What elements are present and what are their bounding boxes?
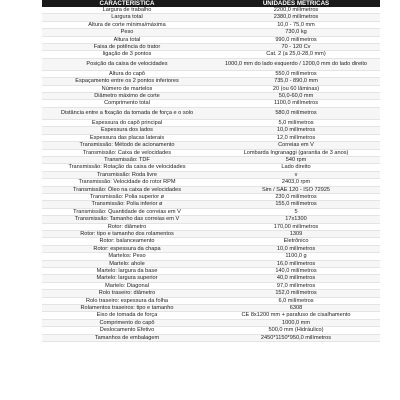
row-characteristic: Comprimento total — [104, 100, 150, 107]
row-value: 152,0 milímetros — [275, 290, 317, 297]
table-row — [42, 71, 380, 78]
row-value: 2450*1150*950,0 milímetros — [260, 334, 332, 341]
row-characteristic: Transmissão: Óleo na caixa de velocidades — [73, 186, 181, 193]
row-characteristic: Transmissão: Caixa de velocidades — [82, 149, 172, 156]
row-characteristic: Rotor: diâmetro — [107, 223, 147, 230]
row-characteristic: ligação de 3 pontos — [102, 51, 152, 58]
row-value: 16,0 milímetros — [276, 260, 316, 267]
row-value: 1100,0 g — [285, 253, 307, 260]
row-value: 70 - 120 Cv — [281, 44, 311, 51]
table-row — [42, 179, 380, 186]
row-value: Lombarda Ingranaggi (garantia de 3 anos) — [243, 149, 349, 156]
table-row — [42, 201, 380, 208]
table-row — [42, 127, 380, 134]
row-characteristic: Tamanhos de embalagem — [94, 334, 160, 341]
row-characteristic: Transmissão: Quantidade de correias em V — [73, 208, 181, 215]
row-characteristic: Distância entre a fixação da tomada de força e o solo — [60, 109, 194, 116]
table-row — [42, 108, 380, 120]
row-characteristic: Transmissão: Método de acionamento — [79, 142, 175, 149]
row-characteristic: Transmissão: Velocidade do rotor RPM — [78, 179, 176, 186]
header-metric-units: UNIDADES MÉTRICAS — [262, 0, 330, 7]
row-value: 10,0 - 75,0 mm — [277, 21, 315, 28]
row-characteristic: Largura de trabalho — [102, 7, 152, 13]
row-value: 40,0 milímetros — [276, 275, 316, 282]
table-row — [42, 135, 380, 142]
row-characteristic: Rotor: tipo e tamanho dos rolamentos — [80, 230, 174, 237]
row-value: 140,0 milímetros — [275, 268, 317, 274]
row-characteristic: Transmissão: Polia superior ø — [89, 193, 165, 200]
row-value: 2403,0 rpm — [281, 179, 311, 186]
table-row — [42, 120, 380, 127]
table-row — [42, 320, 380, 327]
table-header — [42, 0, 380, 7]
row-value: 540 rpm — [285, 156, 307, 163]
row-characteristic: Martelo: Diagonal — [105, 282, 149, 289]
row-characteristic: Altura de corte mínima/máxima — [88, 21, 166, 28]
row-value: 6308 — [289, 305, 303, 312]
table-row — [42, 209, 380, 216]
table-row — [42, 164, 380, 171]
table-row — [42, 22, 380, 29]
table-row — [42, 290, 380, 297]
table-row — [42, 283, 380, 290]
row-characteristic: Diâmetro máximo de corte — [94, 93, 160, 100]
row-characteristic: Altura total — [113, 36, 141, 43]
spec-table — [42, 0, 380, 342]
table-row — [42, 246, 380, 253]
row-value: Lado direito — [281, 164, 311, 171]
row-value: 10,0 milímetros — [276, 245, 316, 252]
table-row — [42, 327, 380, 334]
row-characteristic: Transmissão: Rotação da caixa de velocidades — [68, 164, 186, 171]
row-characteristic: Altura do capô — [108, 70, 146, 77]
row-value: 2200,0 milímetros — [273, 7, 319, 13]
row-value: Correias em V — [278, 142, 314, 149]
row-characteristic: Peso — [120, 29, 134, 36]
row-value: 50,0-60,0 mm — [278, 93, 314, 100]
row-characteristic: Martelo: ahole — [109, 260, 145, 267]
table-row — [42, 261, 380, 268]
table-body — [42, 7, 380, 342]
row-characteristic: Martelo: largura da base — [96, 268, 158, 274]
row-value: 5,0 milímetros — [278, 119, 314, 126]
row-value: CE 8x1200 mm + parafuso de cisalhamento — [241, 312, 351, 319]
table-row — [42, 268, 380, 275]
row-characteristic: Rolo traseiro: espessura da folha — [85, 297, 169, 304]
row-value: 17x1300 — [285, 216, 307, 223]
table-row — [42, 275, 380, 282]
row-value: 1100,0 milímetros — [273, 100, 319, 107]
table-row — [42, 224, 380, 231]
table-row — [42, 37, 380, 44]
table-row — [42, 216, 380, 223]
row-characteristic: Rolamentos traseiros: tipo e tamanho — [80, 305, 174, 312]
row-characteristic: Transmissão: TDF — [104, 156, 150, 163]
row-characteristic: Transmissão: Tamanho das correias em V — [74, 216, 180, 223]
row-value: 990,0 milímetros — [275, 36, 317, 43]
table-row — [42, 231, 380, 238]
row-value: 730,0 kg — [285, 29, 307, 36]
table-row — [42, 150, 380, 157]
table-row — [42, 93, 380, 100]
row-value: 1309 — [289, 230, 303, 237]
row-characteristic: Transmissão: Polia inferior ø — [91, 201, 163, 208]
row-characteristic: Rolo traseiro: diâmetro — [98, 290, 156, 297]
table-row — [42, 253, 380, 260]
row-value: 1000,0 mm — [282, 319, 310, 326]
row-value: 20 (ou 60 lâminas) — [272, 85, 320, 92]
table-row — [42, 44, 380, 51]
row-characteristic: Martelos: Peso — [108, 253, 146, 260]
row-characteristic: Espessura das placas laterais — [89, 134, 165, 141]
table-row — [42, 78, 380, 85]
table-row — [42, 86, 380, 93]
row-value: 580,0 milímetros — [275, 109, 317, 116]
row-characteristic: Deslocamento Efetivo — [99, 327, 155, 334]
row-characteristic: Espessura do capô principal — [91, 119, 163, 126]
row-value: 5 — [294, 208, 298, 215]
row-characteristic: Posição da caixa de velocidades — [86, 60, 168, 67]
table-row — [42, 172, 380, 179]
row-characteristic: Martelo: largura superior — [96, 275, 158, 282]
row-characteristic: Rotor: balanceamento — [99, 238, 155, 245]
row-characteristic: Espaçamento entre os 2 pontos inferiores — [75, 78, 179, 85]
table-row — [42, 298, 380, 305]
table-row — [42, 194, 380, 201]
row-characteristic: Transmissão: Roda livre — [96, 171, 158, 178]
row-value: Cat. 2 (a 25,0-28,0 mm) — [266, 51, 326, 58]
row-characteristic: Eixo de tomada de força — [96, 312, 158, 319]
table-row — [42, 142, 380, 149]
row-value: 10,0 milímetros — [276, 127, 316, 134]
table-row — [42, 14, 380, 21]
row-value: Sim / SAE 120 - ISO 72925 — [261, 186, 331, 193]
row-value: 550,0 milímetros — [275, 70, 317, 77]
row-value: 230,0 milímetros — [275, 193, 317, 200]
row-value: 12,0 milímetros — [276, 134, 316, 141]
row-characteristic: Número de martelos — [101, 85, 153, 92]
row-characteristic: Espessura dos lados — [101, 127, 153, 134]
header-characteristic: CARACTERÍSTICA — [99, 0, 155, 7]
table-row — [42, 335, 380, 342]
table-row — [42, 305, 380, 312]
table-row — [42, 51, 380, 58]
row-value: Eletrônico — [283, 238, 309, 245]
row-value: 1000,0 mm do lado esquerdo / 1200,0 mm do lado direito — [224, 60, 368, 67]
row-value: 2380,0 milímetros — [273, 14, 319, 21]
row-value: 6,0 milímetros — [278, 297, 314, 304]
table-row — [42, 59, 380, 71]
table-row — [42, 7, 380, 14]
table-row — [42, 157, 380, 164]
row-value: 155,0 milímetros — [275, 201, 317, 208]
row-characteristic: Largura total — [111, 14, 143, 21]
table-row — [42, 238, 380, 245]
table-row — [42, 29, 380, 36]
table-row — [42, 187, 380, 194]
row-characteristic: Comprimento do capô — [99, 319, 155, 326]
table-row — [42, 312, 380, 319]
row-value: v — [294, 171, 298, 178]
table-row — [42, 100, 380, 107]
row-value: 170,00 milímetros — [273, 223, 319, 230]
row-value: 735,0 - 890,0 mm — [274, 78, 318, 85]
row-value: 97,0 milímetros — [276, 282, 316, 289]
row-characteristic: Rotor: espessura da chapa — [93, 245, 161, 252]
row-value: 500,0 mm (Hidráulico) — [268, 327, 324, 334]
row-characteristic: Faixa de potência do trator — [93, 44, 161, 51]
